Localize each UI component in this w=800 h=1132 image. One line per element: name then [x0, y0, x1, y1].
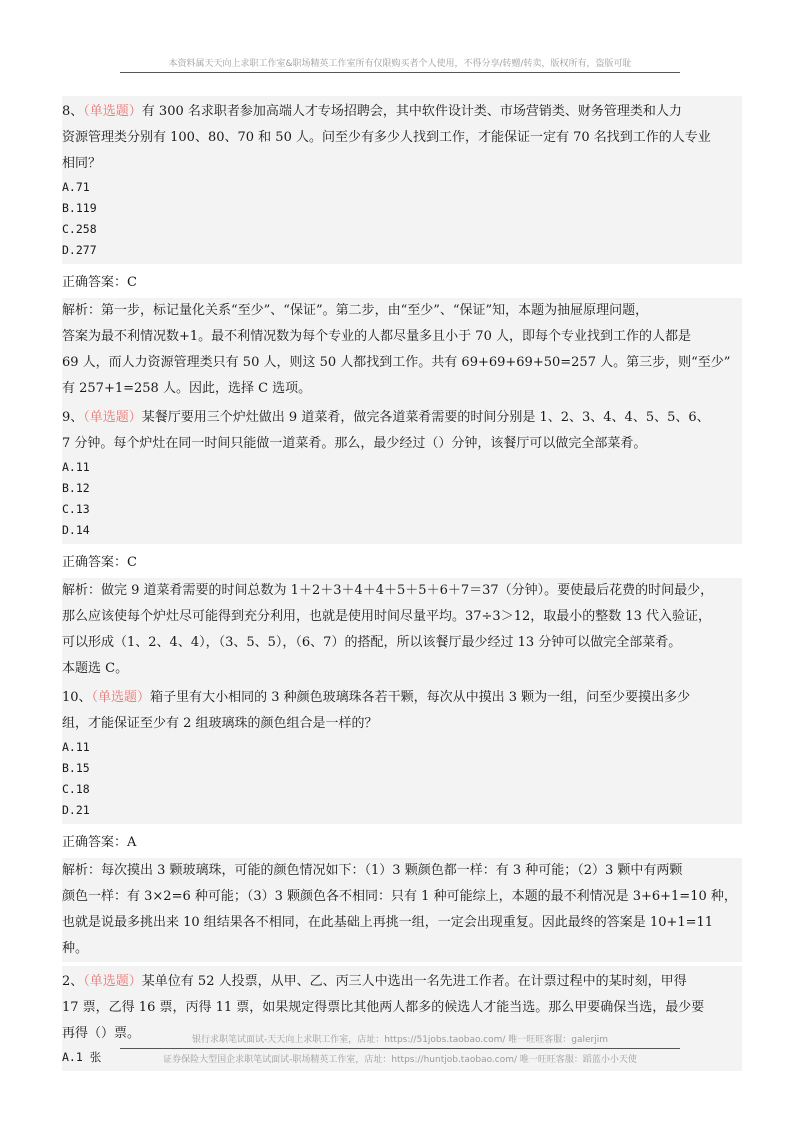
option-a: A.1 张 — [62, 1050, 102, 1064]
explanation-line: 也就是说最多挑出来 10 组结果各不相同，在此基础上再挑一组，一定会出现重复。因此最终的答案是 10+1=11 — [62, 915, 714, 930]
option-a: A.11 — [62, 740, 90, 754]
footer-line-1: 银行求职笔试面试-天天向上求职工作室，店址：https://51jobs.taobao.com/ 唯一旺旺客服：galerjim — [191, 1035, 609, 1045]
correct-answer: 正确答案：C — [62, 275, 137, 290]
question-stem: 10、（单选题）箱子里有大小相同的 3 种颜色玻璃珠各若干颗，每次从中摸出 3 颗为一组，问至少要摸出多少 — [62, 690, 691, 705]
question-list — [62, 96, 742, 1071]
header-divider — [120, 72, 680, 73]
question-stem-line: 再得（）票。 — [62, 1026, 141, 1041]
option-a: A.71 — [62, 180, 90, 194]
option-b: B.15 — [62, 761, 90, 775]
question-stem-line: 资源管理类分别有 100、80、70 和 50 人。问至少有多少人找到工作，才能保证一定有 70 名找到工作的人专业 — [62, 130, 711, 145]
explanation-line: 可以形成（1、2、4、4），（3、5、5），（6、7）的搭配，所以该餐厅最少经过 13 分钟可以做完全部菜肴。 — [62, 635, 682, 650]
question-type-tag: （单选题） — [91, 690, 151, 705]
explanation-line: 解析：做完 9 道菜肴需要的时间总数为 1＋2＋3＋4＋4＋5＋5＋6＋7＝37（分钟）。要使最后花费的时间最少， — [62, 583, 714, 598]
correct-answer: 正确答案：C — [62, 555, 137, 570]
option-c: C.13 — [62, 502, 90, 516]
question-stem-line: 17 票，乙得 16 票，丙得 11 票，如果规定得票比其他两人都多的候选人才能当选。那么甲要确保当选，最少要 — [62, 1000, 705, 1015]
explanation-line: 解析：第一步，标记量化关系“至少”、“保证”。第二步，由“至少”、“保证”知，本题为抽屉原理问题， — [62, 303, 649, 318]
question-type-tag: （单选题） — [83, 410, 142, 425]
option-c: C.258 — [62, 222, 97, 236]
question-stem: 2、（单选题）某单位有 52 人投票，从甲、乙、丙三人中选出一名先进工作者。在计票过程中的某时刻，甲得 — [62, 974, 687, 989]
explanation-line: 解析：每次摸出 3 颗玻璃珠，可能的颜色情况如下：（1）3 颗颜色都一样：有 3 种可能；（2）3 颗中有两颗 — [62, 863, 683, 878]
explanation-line: 颜色一样：有 3×2=6 种可能；（3）3 颗颜色各不相同：只有 1 种可能综上，本题的最不利情况是 3+6+1=10 种， — [62, 889, 737, 904]
explanation-line: 本题选 C。 — [62, 661, 129, 676]
explanation — [62, 298, 742, 402]
explanation — [62, 578, 742, 682]
question-stem-line: 7 分钟。每个炉灶在同一时间只能做一道菜肴。那么，最少经过（）分钟，该餐厅可以做完全部菜肴。 — [62, 436, 647, 451]
question-type-tag: （单选题） — [83, 974, 142, 989]
question-stem: 8、（单选题）有 300 名求职者参加高端人才专场招聘会，其中软件设计类、市场营销类、财务管理类和人力 — [62, 104, 682, 119]
question-10 — [62, 682, 742, 824]
explanation — [62, 858, 742, 962]
explanation-line: 69 人，而人力资源管理类只有 50 人，则这 50 人都找到工作。共有 69+69+69+50=257 人。第三步，则“至少” — [62, 355, 731, 370]
option-c: C.18 — [62, 782, 90, 796]
explanation-line: 那么应该使每个炉灶尽可能得到充分利用，也就是使用时间尽量平均。37÷3＞12，取最小的整数 13 代入验证， — [62, 609, 712, 624]
correct-answer: 正确答案：A — [62, 835, 137, 850]
footer-divider — [120, 1048, 680, 1049]
explanation-line: 有 257+1=258 人。因此，选择 C 选项。 — [62, 381, 312, 396]
question-stem-line: 组，才能保证至少有 2 组玻璃珠的颜色组合是一样的？ — [62, 716, 378, 731]
option-d: D.14 — [62, 523, 90, 537]
question-9 — [62, 402, 742, 544]
question-stem-line: 相同？ — [62, 156, 102, 171]
explanation-line: 种。 — [62, 941, 89, 956]
page-header: 本资料属天天向上求职工作室&职场精英工作室所有仅限购买者个人使用，不得分享/转赠/转卖，版权所有，盗版可耻 — [168, 59, 632, 69]
question-8 — [62, 96, 742, 264]
option-b: B.12 — [62, 481, 90, 495]
option-d: D.21 — [62, 803, 90, 817]
question-stem: 9、（单选题）某餐厅要用三个炉灶做出 9 道菜肴，做完各道菜肴需要的时间分别是 1、2、3、4、4、5、5、6、 — [62, 410, 710, 425]
option-b: B.119 — [62, 201, 97, 215]
option-a: A.11 — [62, 460, 90, 474]
footer-line-2: 证券保险大型国企求职笔试面试-职场精英工作室，店址：https://huntjob.taobao.com/ 唯一旺旺客服：蹈蓝小小天使 — [163, 1055, 637, 1065]
explanation-line: 答案为最不利情况数+1。最不利情况数为每个专业的人都尽量多且小于 70 人，即每个专业找到工作的人都是 — [62, 329, 691, 344]
option-d: D.277 — [62, 243, 97, 257]
question-type-tag: （单选题） — [83, 104, 142, 119]
